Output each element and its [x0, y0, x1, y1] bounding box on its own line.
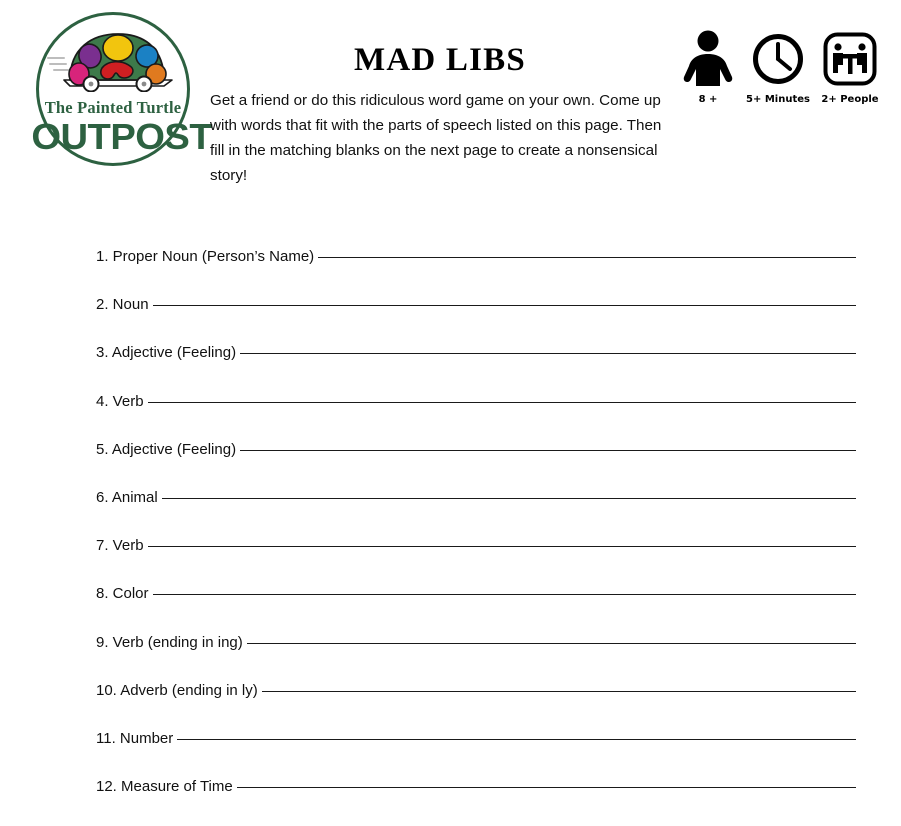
prompt-row [96, 344, 856, 392]
prompt-label: 6. Animal [96, 488, 158, 506]
info-item-duration [742, 28, 814, 105]
prompt-blank-field[interactable] [262, 691, 856, 692]
mad-libs-prompt-list [96, 248, 856, 826]
prompt-row [96, 489, 856, 537]
info-label-duration: 5+ Minutes [746, 94, 810, 105]
prompt-label: 9. Verb (ending in ing) [96, 633, 243, 651]
two-people-at-table-icon [814, 28, 886, 90]
prompt-row [96, 537, 856, 585]
prompt-label: 12. Measure of Time [96, 778, 233, 796]
prompt-label: 7. Verb [96, 537, 144, 555]
prompt-label: 3. Adjective (Feeling) [96, 344, 237, 362]
turtle-car-icon [46, 26, 182, 92]
prompt-label: 11. Number [96, 729, 174, 747]
prompt-blank-field[interactable] [153, 594, 856, 595]
info-label-age: 8 + [698, 94, 718, 105]
prompt-label: 5. Adjective (Feeling) [96, 440, 237, 458]
prompt-blank-field[interactable] [240, 450, 856, 451]
prompt-blank-field[interactable] [148, 402, 856, 403]
page-description: Get a friend or do this ridiculous word game on your own. Come up with words that fit with the parts of speech listed on this page. Then fill in the matching blanks on the next page to create a nonsensical story! [210, 92, 662, 184]
prompt-row [96, 393, 856, 441]
prompt-blank-field[interactable] [162, 498, 856, 499]
prompt-blank-field[interactable] [318, 257, 856, 258]
prompt-label: 8. Color [96, 585, 149, 603]
page-header [0, 0, 901, 200]
logo-wordmark-text: OUTPOST [31, 116, 213, 157]
prompt-blank-field[interactable] [153, 305, 856, 306]
person-icon [672, 28, 744, 90]
prompt-row [96, 248, 856, 296]
prompt-label: 2. Noun [96, 296, 149, 314]
prompt-row [96, 778, 856, 826]
prompt-row [96, 296, 856, 344]
prompt-row [96, 730, 856, 778]
prompt-label: 1. Proper Noun (Person’s Name) [96, 248, 315, 265]
info-label-players: 2+ People [821, 94, 879, 105]
game-info-icons [672, 28, 887, 118]
prompt-blank-field[interactable] [240, 353, 856, 354]
prompt-blank-field[interactable] [237, 787, 856, 788]
prompt-label: 4. Verb [96, 392, 144, 410]
prompt-row [96, 682, 856, 730]
prompt-blank-field[interactable] [148, 546, 856, 547]
info-item-age [672, 28, 744, 105]
prompt-row [96, 634, 856, 682]
brand-logo [31, 12, 213, 172]
prompt-blank-field[interactable] [177, 739, 856, 740]
prompt-blank-field[interactable] [247, 643, 856, 644]
prompt-row [96, 441, 856, 489]
prompt-label: 10. Adverb (ending in ly) [96, 681, 258, 699]
info-item-players [814, 28, 886, 105]
prompt-row [96, 585, 856, 633]
logo-name-text: The Painted Turtle [44, 98, 182, 117]
clock-icon [742, 28, 814, 90]
page-title: MAD LIBS [354, 42, 526, 78]
